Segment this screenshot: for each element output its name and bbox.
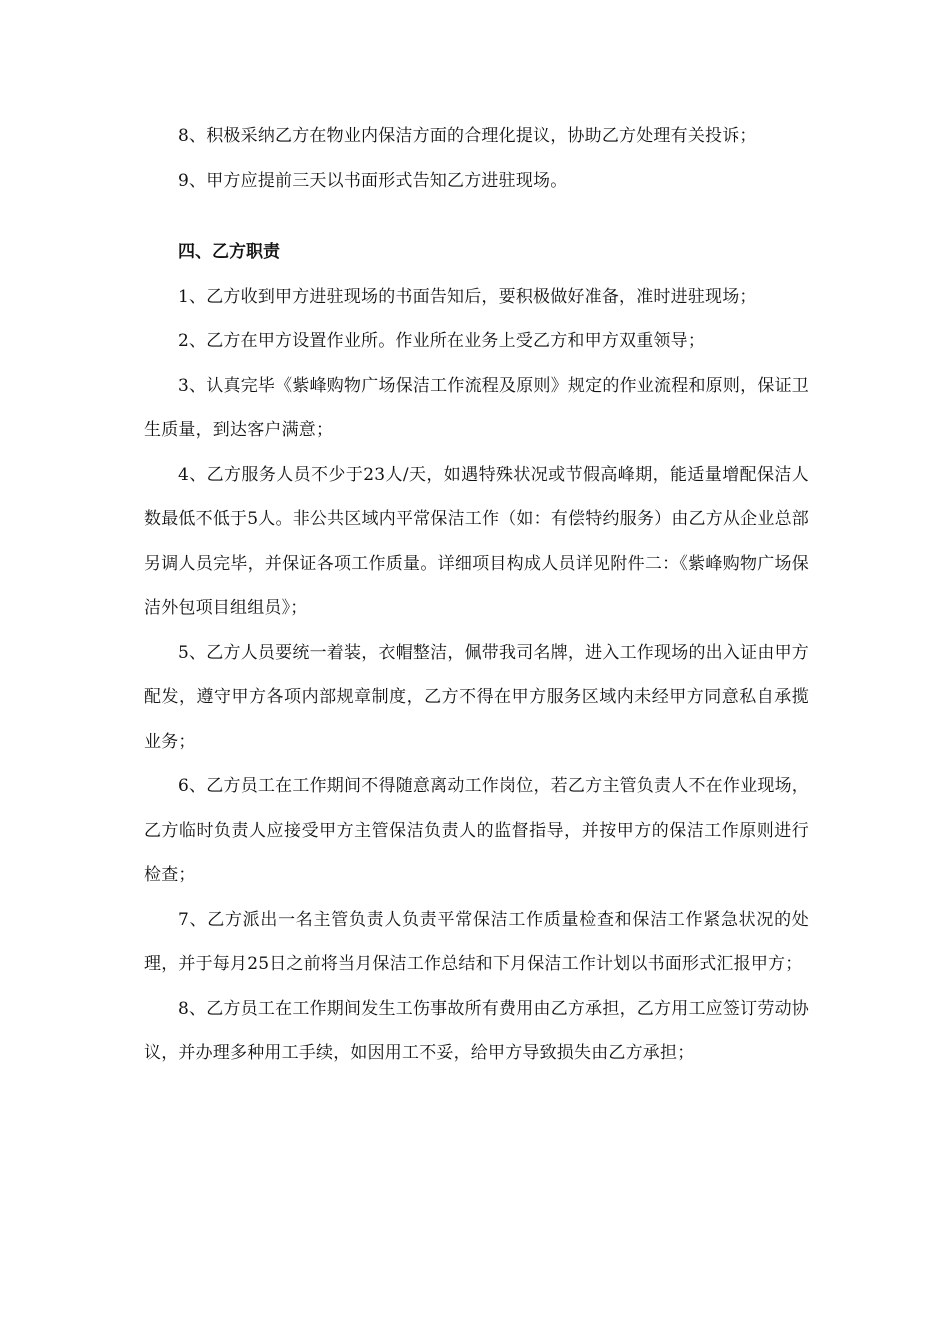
document-body <box>144 114 809 1076</box>
clause-6: 6、乙方员工在工作期间不得随意离动工作岗位，若乙方主管负责人不在作业现场，乙方临时负责人应接受甲方主管保洁负责人的监督指导，并按甲方的保洁工作原则进行检查； <box>144 776 809 885</box>
clause-prev-8: 8、积极采纳乙方在物业内保洁方面的合理化提议，协助乙方处理有关投诉； <box>178 126 757 146</box>
section-spacer <box>144 203 809 230</box>
clause-2: 2、乙方在甲方设置作业所。作业所在业务上受乙方和甲方双重领导； <box>178 331 706 351</box>
clause-5: 5、乙方人员要统一着装，衣帽整洁，佩带我司名牌，进入工作现场的出入证由甲方配发，遵守甲方各项内部规章制度，乙方不得在甲方服务区域内未经甲方同意私自承揽业务； <box>144 642 809 752</box>
clause-1: 1、乙方收到甲方进驻现场的书面告知后，要积极做好准备，准时进驻现场； <box>178 286 757 307</box>
section-heading: 四、乙方职责 <box>178 242 280 262</box>
clause-4: 4、乙方服务人员不少于23人/天，如遇特殊状况或节假高峰期，能适量增配保洁人数最低不低于5人。非公共区域内平常保洁工作（如：有偿特约服务）由乙方从企业总部另调人员完毕，并保证各项工作质量。详细项目构成人员详见附件二：《紫峰购物广场保洁外包项目组组员》； <box>144 464 809 618</box>
clause-7: 7、乙方派出一名主管负责人负责平常保洁工作质量检查和保洁工作紧急状况的处理，并于每月25日之前将当月保洁工作总结和下月保洁工作计划以书面形式汇报甲方； <box>144 909 809 974</box>
clause-8: 8、乙方员工在工作期间发生工伤事故所有费用由乙方承担，乙方用工应签订劳动协议，并办理多种用工手续，如因用工不妥，给甲方导致损失由乙方承担； <box>144 998 809 1063</box>
clause-3: 3、认真完毕《紫峰购物广场保洁工作流程及原则》规定的作业流程和原则，保证卫生质量，到达客户满意； <box>144 375 809 440</box>
clause-prev-9: 9、甲方应提前三天以书面形式告知乙方进驻现场。 <box>178 170 568 191</box>
